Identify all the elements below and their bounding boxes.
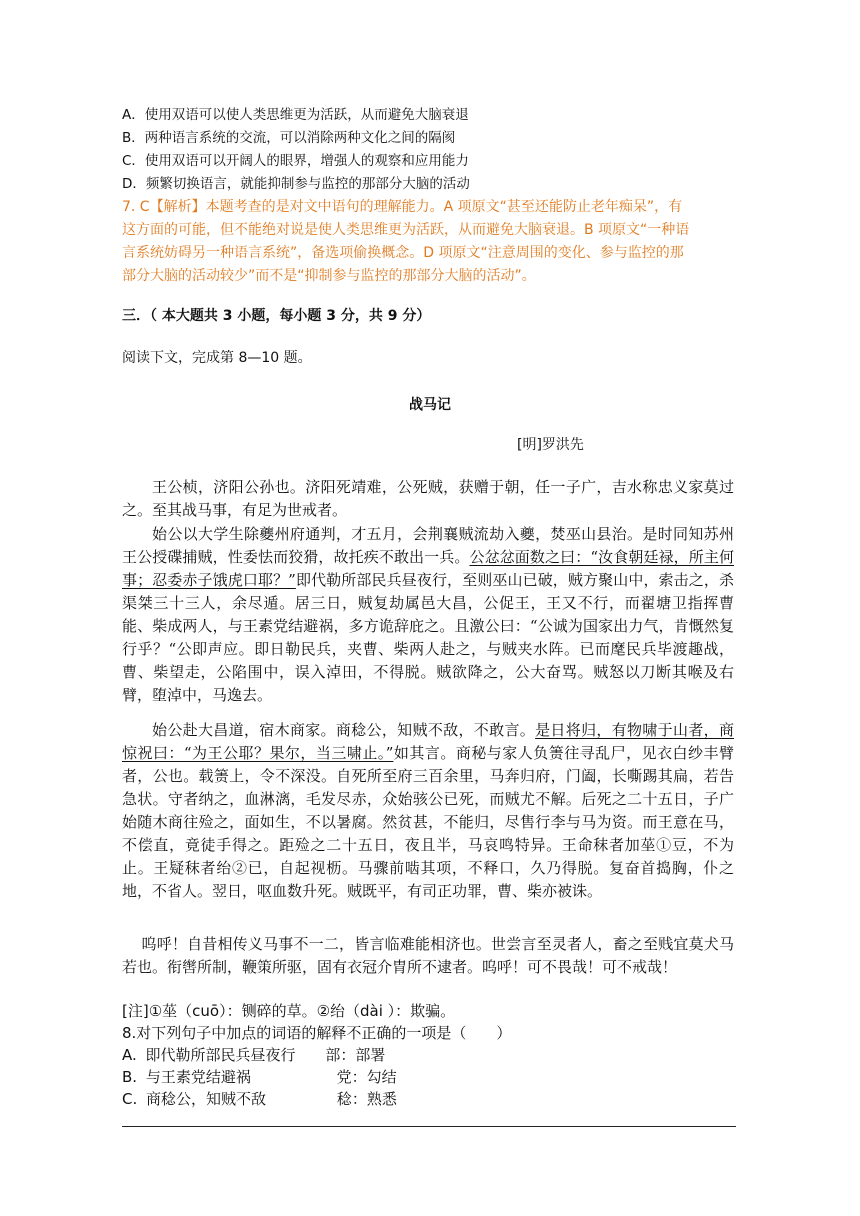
option-d-prev: D．频繁切换语言，就能抑制参与监控的那部分大脑的活动 [122, 176, 470, 192]
option-sentence: 与王素党结避祸 [145, 1068, 251, 1086]
option-a-prev: A．使用双语可以使人类思维更为活跃，从而避免大脑衰退 [122, 107, 469, 123]
paragraph-4-text: 呜呼！自昔相传义马事不一二，皆言临难能相济也。世尝言至灵者人，畜之至贱宜莫犬马若也。衔辔所制，鞭策所驱，固有衣冠介胄所不逮者。呜呼！可不畏哉！可不戒哉！ [122, 935, 734, 976]
paragraph-2-text-b: 即代勒所部民兵昼夜行，至则巫山已破，贼方聚山中，索击之，杀渠桀三十三人，余尽遁。居三日，贼复劫属邑大昌，公促王，王又不行，而翟塘卫指挥曹能、柴成两人，与王素党结避祸，多方诡辞庇之。且激公曰：“公诚为国家出力气，肯慨然复行乎？“公即声应。即日勒民兵，夹曹、柴两人赴之，与贼夹水阵。已而麾民兵毕渡趣战，曹、柴望走，公陷围中，误入淖田，不得脱。贼欲降之，公大奋骂。贼怒以刀断其喉及右臂，堕淖中，马逸去。 [122, 571, 734, 704]
question-8-stem: 8.对下列句子中加点的词语的解释不正确的一项是（ ） [122, 1024, 512, 1042]
analysis-line-4: 部分大脑的活动较少”而不是“抑制参与监控的那部分大脑的活动”。 [122, 268, 536, 284]
paragraph-1 [122, 476, 734, 522]
analysis-line-2: 这方面的可能，但不能绝对说是使人类思维更为活跃，从而避免大脑衰退。B 项原文“一种语 [122, 222, 690, 238]
passage-author: [明]罗洪先 [517, 437, 584, 453]
option-sentence: 商稔公，知贼不敌 [146, 1090, 267, 1108]
question-8-option-c [122, 1088, 397, 1110]
option-sentence: 即代勒所部民兵昼夜行 [145, 1046, 296, 1064]
option-gloss: 稔：熟悉 [336, 1090, 397, 1108]
paragraph-3-underlined: 是日将归，有物啸于山者，商惊祝曰：“为王公耶？果尔，当三啸止。” [122, 721, 734, 762]
passage-title: 战马记 [409, 397, 451, 413]
bottom-rule [122, 1126, 736, 1127]
section-heading: 三．（ 本大题共 3 小题，每小题 3 分，共 9 分） [122, 308, 431, 324]
question-8-option-a [122, 1044, 385, 1066]
option-label: C. [122, 1090, 138, 1108]
paragraph-2 [122, 523, 734, 707]
paragraph-1-text: 王公桢，济阳公孙也。济阳死靖难，公死贼，获赠于朝，任一子广，吉水称忠义家莫过之。至其战马事，有足为世戒者。 [122, 478, 734, 519]
option-label: A. [122, 1046, 137, 1064]
option-c-prev: C．使用双语可以开阔人的眼界，增强人的观察和应用能力 [122, 153, 469, 169]
paragraph-2-underlined: 公忿忿面数之曰：“汝食朝廷禄，所主何事；忍委赤子饿虎口耶？” [122, 548, 734, 589]
option-label: B. [122, 1068, 138, 1086]
paragraph-2-text-a: 始公以大学生除夔州府通判，才五月，会荆襄贼流劫入夔，焚巫山县治。是时同知苏州王公授碟捕贼，性委怯而狡猾，故托疾不敢出一兵。 [122, 525, 734, 566]
paragraph-4 [122, 933, 734, 979]
option-gloss: 部：部署 [325, 1046, 386, 1064]
paragraph-3 [122, 719, 734, 903]
paragraph-3-text-a: 始公赴大昌道，宿木商家。商稔公，知贼不敌，不敢言。 [152, 721, 536, 739]
paragraph-3-text-b: 如其言。商秘与家人负箦往寻乱尸，见衣白纱丰臂者，公也。载箦上，令不深没。自死所至府三百余里，马奔归府，门阖，长嘶踢其扁，若告急状。守者纳之，血淋漓，毛发尽赤，众始骇公已死，而贼尤不解。后死之二十五日，子广始随木商往殓之，面如生，不以暑腐。然贫甚，不能归，尽售行李与马为资。而王意在马，不偿直，竟徒手得之。距殓之二十五日，夜且半，马哀鸣特异。王命秣者加莝①豆，不为止。王疑秣者绐②已，自起视枥。马骤前啮其项，不释口，久乃得脱。复奋首捣胸，仆之地，不省人。翌日，呕血数升死。贼既平，有司正功罪，曹、柴亦被诛。 [122, 744, 734, 900]
option-gloss: 党：勾结 [336, 1068, 397, 1086]
question-8-option-b [122, 1066, 397, 1088]
section-instruction: 阅读下文，完成第 8—10 题。 [122, 350, 312, 366]
footnote: [注]①莝（cuō）：铡碎的草。②绐（dài ）：欺骗。 [122, 1002, 456, 1020]
analysis-line-3: 言系统妨碍另一种语言系统”，备选项偷换概念。D 项原文“注意周围的变化、参与监控的那 [122, 245, 684, 261]
option-b-prev: B．两种语言系统的交流，可以消除两种文化之间的隔阂 [122, 130, 456, 146]
analysis-line-1: 7. C【解析】本题考查的是对文中语句的理解能力。A 项原文“甚至还能防止老年痴呆”，有 [122, 199, 683, 215]
